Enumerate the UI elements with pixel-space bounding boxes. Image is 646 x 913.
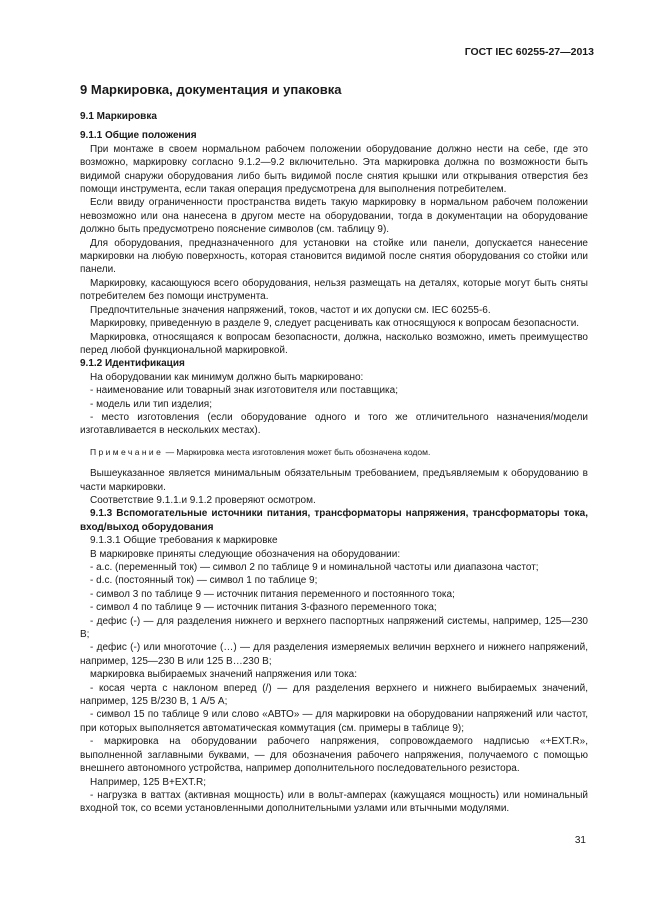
list-item: - модель или тип изделия; (90, 398, 212, 410)
paragraph: Маркировку, приведенную в разделе 9, следует расценивать как относящуюся к вопросам безопасности. (90, 318, 580, 330)
list-item: - нагрузка в ваттах (активная мощность) или в вольт-амперах (кажущаяся мощность) или номинальный входной ток, со всеми установленными дополнительными узлами или втычными модулями. (80, 789, 588, 815)
subsection-9-1: 9.1 Маркировка (80, 111, 157, 122)
subsection-9-1-2: 9.1.2 Идентификация (80, 358, 185, 370)
paragraph: При монтаже в своем нормальном рабочем положении оборудование должно нести на себе, где это возможно, маркировку согласно 9.1.2—9.2 включительно. Эта маркировка должна по возможности быть видимой снаружи оборудования либо быть видимой после снятия крышки или открывания отверстия без помощи инструмента, если такая операция предусмотрена для выполнения потребителем. (80, 143, 588, 196)
list-item: - a.c. (переменный ток) — символ 2 по таблице 9 и номинальной частоты или диапазона частот; (90, 562, 539, 573)
paragraph: Маркировку, касающуюся всего оборудования, нельзя размещать на деталях, которые могут быть сняты потребителем без помощи инструмента. (80, 277, 588, 303)
paragraph: На оборудовании как минимум должно быть маркировано: (90, 371, 364, 383)
paragraph: Если ввиду ограниченности пространства видеть такую маркировку в нормальном рабочем положении невозможно или она нанесена в другом месте на оборудовании, тогда в документации на оборудование должно быть предусмотрено пояснение символов (см. таблицу 9). (80, 197, 588, 236)
paragraph: маркировка выбираемых значений напряжения или тока: (90, 669, 358, 681)
body-text (80, 110, 588, 816)
note (80, 446, 588, 459)
paragraph: Предпочтительные значения напряжений, токов, частот и их допуски см. IEC 60255-6. (90, 304, 491, 316)
list-item: - наименование или товарный знак изготовителя или поставщика; (90, 385, 398, 397)
paragraph: Маркировка, относящаяся к вопросам безопасности, должна, насколько возможно, иметь преимущество перед любой функциональной маркировкой. (80, 331, 588, 356)
paragraph: Вышеуказанное является минимальным обязательным требованием, предъявляемым к оборудованию в части маркировки. (80, 468, 588, 493)
paragraph: Для оборудования, предназначенного для установки на стойке или панели, допускается нанесение маркировки на любую поверхность, которая становится видимой после снятия оборудования со стойки или панели. (80, 237, 588, 276)
subsection-9-1-1: 9.1.1 Общие положения (80, 130, 197, 142)
paragraph: В маркировке приняты следующие обозначения на оборудовании: (90, 548, 401, 560)
list-item: - место изготовления (если оборудование одного и того же отличительного назначения/модели изготавливается в нескольких местах). (80, 411, 588, 437)
list-item: - символ 15 по таблице 9 или слово «АВТО» — для маркировки на оборудовании напряжений или частот, при которых выполняется автоматическая коммутация (см. примеры в таблице 9); (80, 709, 588, 734)
list-item: - символ 4 по таблице 9 — источник питания 3-фазного переменного тока; (90, 602, 437, 614)
list-item: - дефис (-) или многоточие (…) — для разделения измеряемых величин верхнего и нижнего напряжений, например, 125—230 В или 125 В…230 В; (80, 642, 588, 667)
list-item: - косая черта с наклоном вперед (/) — для разделения верхнего и нижнего выбираемых значений, например, 125 В/230 В, 1 А/5 А; (80, 682, 588, 708)
list-item: - символ 3 по таблице 9 — источник питания переменного и постоянного тока; (90, 588, 455, 600)
page-number: 31 (574, 835, 586, 846)
paragraph: Соответствие 9.1.1.и 9.1.2 проверяют осмотром. (90, 494, 316, 506)
subsection-9-1-3-1: 9.1.3.1 Общие требования к маркировке (90, 535, 278, 547)
paragraph: Например, 125 В+EXT.R; (90, 776, 206, 788)
list-item: - маркировка на оборудовании рабочего напряжения, сопровождаемого надписью «+EXT.R», выполненной заглавными буквами, — для обозначения рабочего напряжения, получаемого с помощью внешнего автономного устройства, например дополнительного последовательного резистора. (80, 736, 588, 775)
section-title: 9 Маркировка, документация и упаковка (80, 82, 342, 97)
note-label: Примечание (90, 446, 164, 457)
subsection-9-1-3: 9.1.3 Вспомогательные источники питания, трансформаторы напряжения, трансформаторы тока, вход/выход оборудования (80, 508, 588, 533)
list-item: - d.c. (постоянный ток) — символ 1 по таблице 9; (90, 575, 318, 587)
list-item: - дефис (-) — для разделения нижнего и верхнего паспортных напряжений системы, например, 125—230 В; (80, 615, 588, 641)
standard-header: ГОСТ IEC 60255-27—2013 (464, 46, 594, 58)
note-text: — Маркировка места изготовления может быть обозначена кодом. (163, 446, 431, 457)
